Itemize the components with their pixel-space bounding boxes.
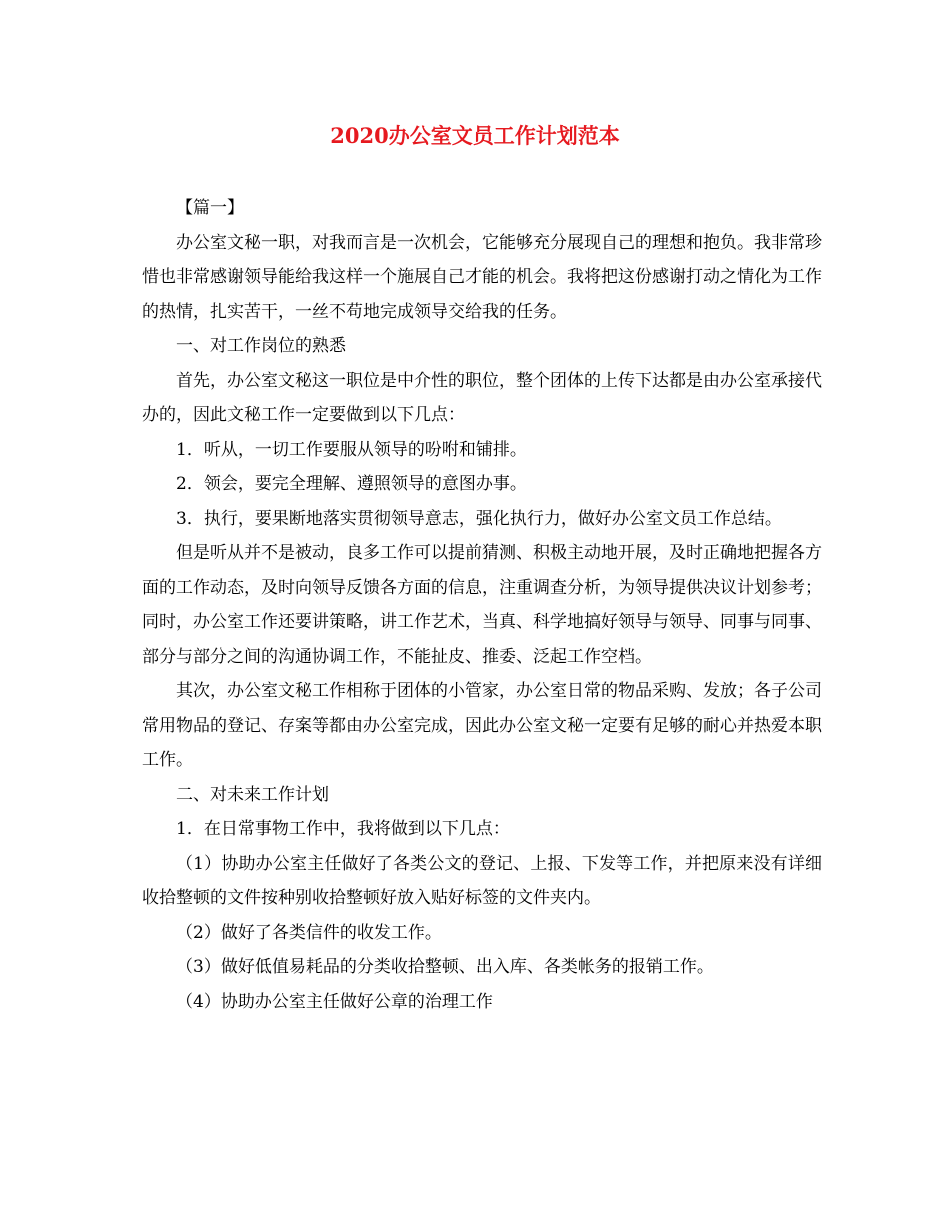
sub-list-item: （1）协助办公室主任做好了各类公文的登记、上报、下发等工作，并把原来没有详细收拾整顿的文件按种别收拾整顿好放入贴好标签的文件夹内。 (142, 853, 822, 908)
list-item: 1．在日常事物工作中，我将做到以下几点： (176, 819, 510, 839)
section-heading: 一、对工作岗位的熟悉 (176, 336, 346, 356)
body-paragraph: 其次，办公室文秘工作相称于团体的小管家，办公室日常的物品采购、发放；各子公司常用物品的登记、存案等都由办公室完成，因此办公室文秘一定要有足够的耐心并热爱本职工作。 (142, 681, 822, 770)
document-title: 2020办公室文员工作计划范本 (330, 123, 620, 148)
sub-list-item: （3）做好低值易耗品的分类收拾整顿、出入库、各类帐务的报销工作。 (176, 957, 714, 977)
body-paragraph: 但是听从并不是被动，良多工作可以提前猜测、积极主动地开展，及时正确地把握各方面的工作动态，及时向领导反馈各方面的信息，注重调查分析，为领导提供决议计划参考；同时，办公室工作还要讲策略，讲工作艺术，当真、科学地搞好领导与领导、同事与同事、部分与部分之间的沟通协调工作，不能扯皮、推委、泛起工作空档。 (142, 543, 822, 667)
list-item: 1．听从，一切工作要服从领导的吩咐和铺排。 (176, 439, 527, 460)
body-paragraph: 办公室文秘一职，对我而言是一次机会，它能够充分展现自己的理想和抱负。我非常珍惜也非常感谢领导能给我这样一个施展自己才能的机会。我将把这份感谢打动之情化为工作的热情，扎实苦干，一丝不苟地完成领导交给我的任务。 (142, 232, 822, 322)
body-paragraph: 首先，办公室文秘这一职位是中介性的职位，整个团体的上传下达都是由办公室承接代办的，因此文秘工作一定要做到以下几点： (142, 370, 822, 425)
section-heading: 二、对未来工作计划 (176, 784, 329, 805)
sub-list-item: （4）协助办公室主任做好公章的治理工作 (176, 991, 493, 1012)
list-item: 2．领会，要完全理解、遵照领导的意图办事。 (176, 474, 527, 494)
sub-list-item: （2）做好了各类信件的收发工作。 (176, 922, 442, 943)
document-body (142, 191, 822, 1019)
list-item: 3．执行，要果断地落实贯彻领导意志，强化执行力，做好办公室文员工作总结。 (176, 508, 782, 529)
section-heading-part-one: 【篇一】 (176, 198, 244, 218)
